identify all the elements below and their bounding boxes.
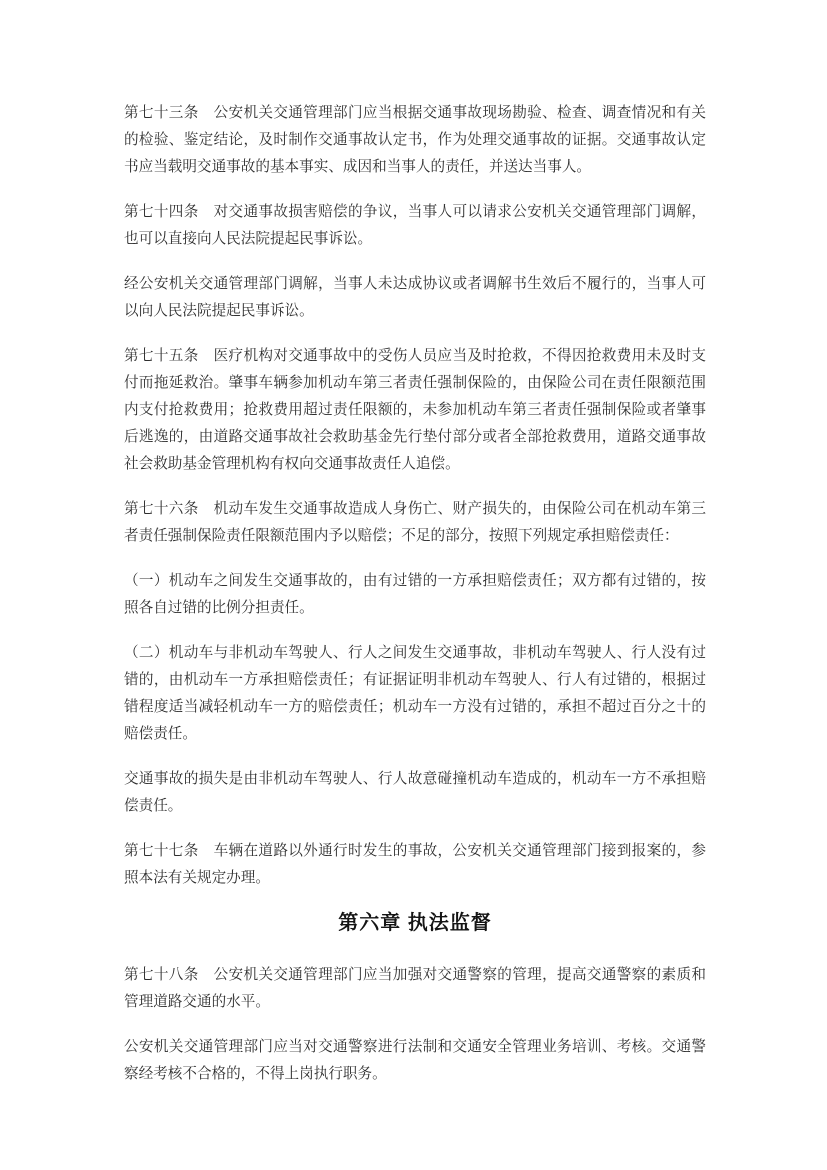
- chapter-heading: 第六章 执法监督: [338, 912, 492, 934]
- paragraph-article-76: 第七十六条 机动车发生交通事故造成人身伤亡、财产损失的，由保险公司在机动车第三者责任强制保险责任限额范围内予以赔偿；不足的部分，按照下列规定承担赔偿责任：: [124, 501, 706, 544]
- paragraph-article-77: 第七十七条 车辆在道路以外通行时发生的事故，公安机关交通管理部门接到报案的，参照本法有关规定办理。: [124, 843, 706, 886]
- paragraph-article-78: 第七十八条 公安机关交通管理部门应当加强对交通警察的管理，提高交通警察的素质和管理道路交通的水平。: [124, 967, 706, 1010]
- paragraph-article-75: 第七十五条 医疗机构对交通事故中的受伤人员应当及时抢救，不得因抢救费用未及时支付而拖延救治。肇事车辆参加机动车第三者责任强制保险的，由保险公司在责任限额范围内支付抢救费用；抢救费用超过责任限额的，未参加机动车第三者责任强制保险或者肇事后逃逸的，由道路交通事故社会救助基金先行垫付部分或者全部抢救费用，道路交通事故社会救助基金管理机构有权向交通事故责任人追偿。: [124, 348, 706, 472]
- paragraph-article-76-item-1: （一）机动车之间发生交通事故的，由有过错的一方承担赔偿责任；双方都有过错的，按照各自过错的比例分担责任。: [124, 573, 706, 616]
- paragraph-article-76-item-2: （二）机动车与非机动车驾驶人、行人之间发生交通事故，非机动车驾驶人、行人没有过错的，由机动车一方承担赔偿责任；有证据证明非机动车驾驶人、行人有过错的，根据过错程度适当减轻机动车一方的赔偿责任；机动车一方没有过错的，承担不超过百分之十的赔偿责任。: [124, 645, 706, 742]
- paragraph-article-74-clause-2: 经公安机关交通管理部门调解，当事人未达成协议或者调解书生效后不履行的，当事人可以向人民法院提起民事诉讼。: [124, 276, 706, 319]
- paragraph-article-74: 第七十四条 对交通事故损害赔偿的争议，当事人可以请求公安机关交通管理部门调解，也可以直接向人民法院提起民事诉讼。: [124, 204, 706, 247]
- paragraph-article-73: 第七十三条 公安机关交通管理部门应当根据交通事故现场勘验、检查、调查情况和有关的检验、鉴定结论，及时制作交通事故认定书，作为处理交通事故的证据。交通事故认定书应当载明交通事故的基本事实、成因和当事人的责任，并送达当事人。: [124, 105, 706, 175]
- paragraph-article-78-clause-2: 公安机关交通管理部门应当对交通警察进行法制和交通安全管理业务培训、考核。交通警察经考核不合格的，不得上岗执行职务。: [124, 1039, 706, 1082]
- paragraph-article-76-clause-2: 交通事故的损失是由非机动车驾驶人、行人故意碰撞机动车造成的，机动车一方不承担赔偿责任。: [124, 771, 706, 814]
